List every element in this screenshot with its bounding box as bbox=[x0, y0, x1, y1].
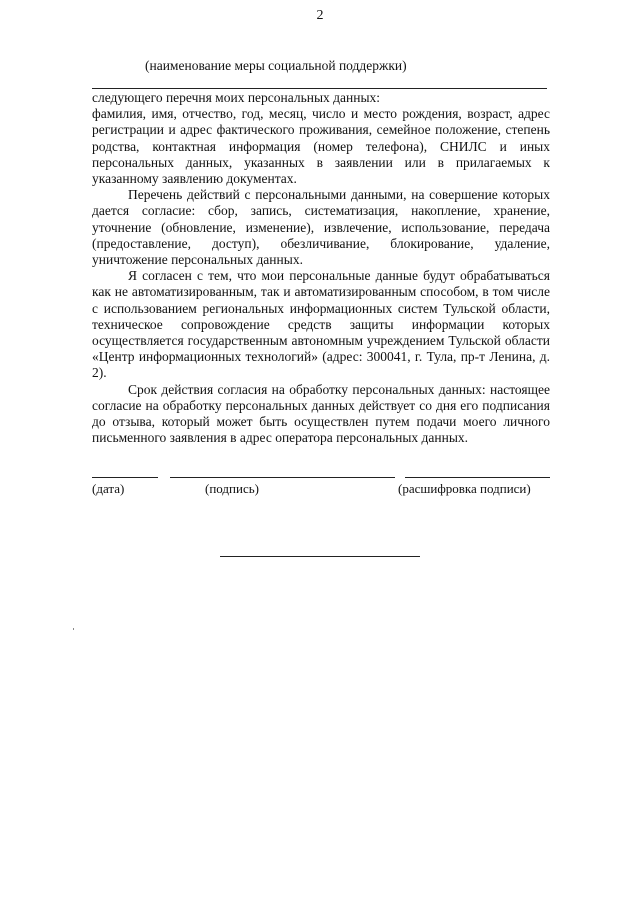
consent-term-paragraph: Срок действия согласия на обработку персональных данных: настоящее согласие на обработку персональных данных действует со дня его подписания до отзыва, который может быть осуществлен путем подачи моего личного письменного заявления в адрес оператора персональных данных. bbox=[92, 381, 550, 446]
signature-label: (подпись) bbox=[205, 481, 259, 496]
decoding-label: (расшифровка подписи) bbox=[398, 481, 531, 496]
consent-body bbox=[92, 90, 550, 446]
personal-data-list: фамилия, имя, отчество, год, месяц, число и место рождения, возраст, адрес регистрации и адрес фактического проживания, семейное положение, степень родства, контактная информация (номер телефона), СНИЛС и иных персональных данных, указанных в заявлении или в прилагаемых к указанному заявлению документах. bbox=[92, 106, 550, 187]
support-measure-caption: (наименование меры социальной поддержки) bbox=[145, 58, 407, 73]
page-number: 2 bbox=[316, 8, 324, 23]
date-label: (дата) bbox=[92, 481, 125, 496]
processing-method-paragraph: Я согласен с тем, что мои персональные данные будут обрабатываться как не автоматизированным, так и автоматизированным способом, в том числе с использованием региональных информационных систем Тульской области, техническое сопровождение средств защиты информации которых осуществляется государственным автономным учреждением Тульской области «Центр информационных технологий» (адрес: 300041, г. Тула, пр-т Ленина, д. 2). bbox=[92, 268, 550, 381]
scan-speck bbox=[73, 628, 74, 630]
signature-line bbox=[170, 477, 395, 478]
actions-paragraph: Перечень действий с персональными данными, на совершение которых дается согласие: сбор, запись, систематизация, накопление, хранение, уточнение (обновление, изменение), извлечение, использование, передача (предоставление, доступ), обезличивание, блокирование, удаление, уничтожение персональных данных. bbox=[92, 187, 550, 268]
support-measure-line bbox=[92, 88, 547, 89]
date-line bbox=[92, 477, 158, 478]
decoding-line bbox=[405, 477, 550, 478]
personal-data-intro: следующего перечня моих персональных данных: bbox=[92, 90, 381, 105]
end-separator-line bbox=[220, 556, 420, 557]
